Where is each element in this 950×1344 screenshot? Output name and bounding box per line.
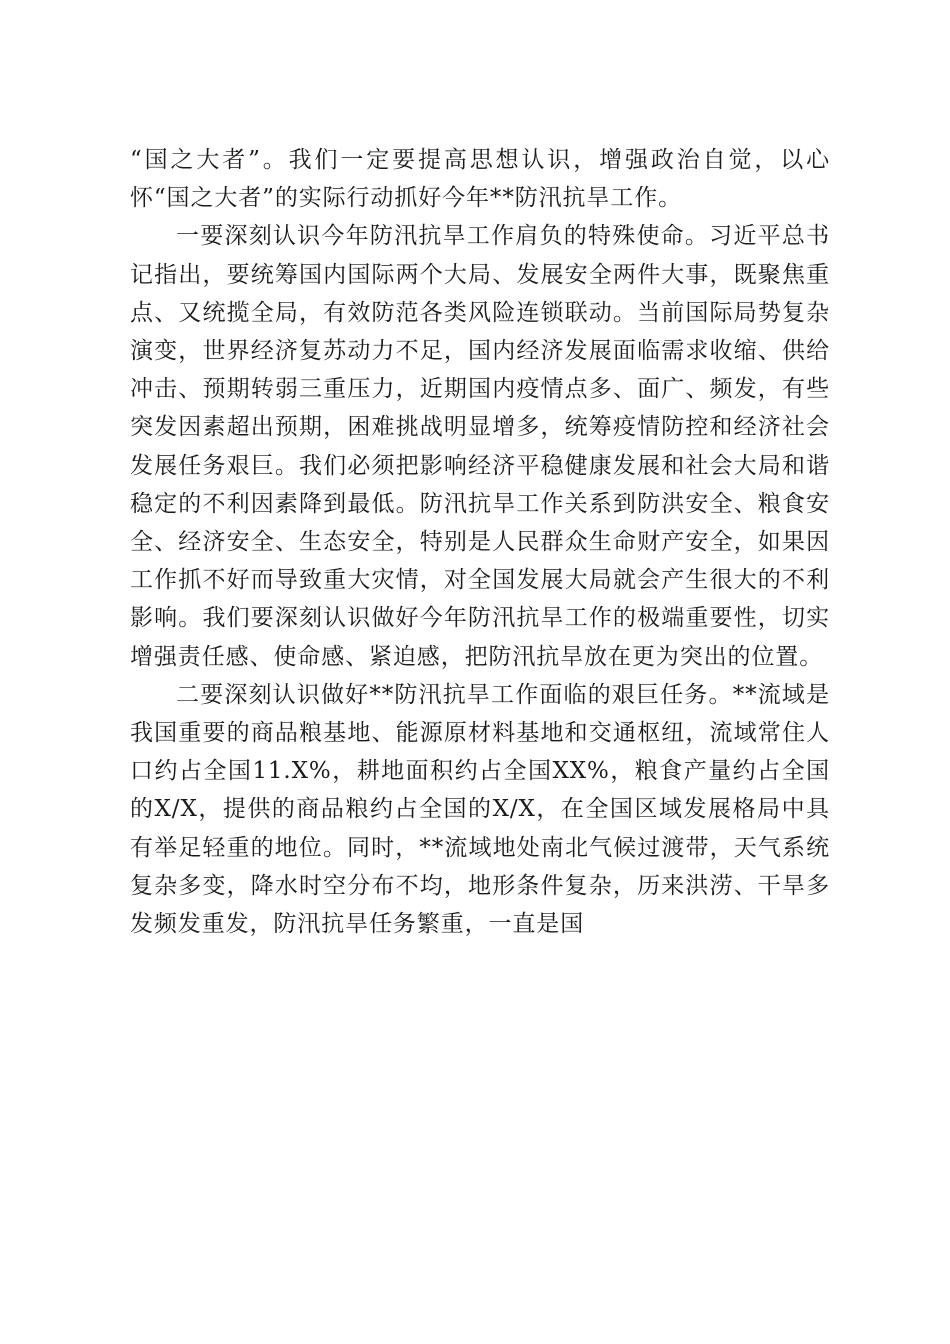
paragraph-special-mission: 一要深刻认识今年防汛抗旱工作肩负的特殊使命。习近平总书记指出，要统筹国内国际两个大局、发展安全两件大事，既聚焦重点、又统揽全局，有效防范各类风险连锁联动。当前国际局势复杂演变，世界经济复苏动力不足，国内经济发展面临需求收缩、供给冲击、预期转弱三重压力，近期国内疫情点多、面广、频发，有些突发因素超出预期，困难挑战明显增多，统筹疫情防控和经济社会发展任务艰巨。我们必须把影响经济平稳健康发展和社会大局和谐稳定的不利因素降到最低。防汛抗旱工作关系到防洪安全、粮食安全、经济安全、生态安全，特别是人民群众生命财产安全，如果因工作抓不好而导致重大灾情，对全国发展大局就会产生很大的不利影响。我们要深刻认识做好今年防汛抗旱工作的极端重要性，切实增强责任感、使命感、紧迫感，把防汛抗旱放在更为突出的位置。	[130, 223, 830, 670]
paragraph-arduous-tasks: 二要深刻认识做好**防汛抗旱工作面临的艰巨任务。**流域是我国重要的商品粮基地、能源原材料基地和交通枢纽，流域常住人口约占全国11.X%，耕地面积约占全国XX%，粮食产量约占全国的X/X，提供的商品粮约占全国的X/X，在全国区域发展格局中具有举足轻重的地位。同时，**流域地处南北气候过渡带，天气系统复杂多变，降水时空分布不均，地形条件复杂，历来洪涝、干旱多发频发重发，防汛抗旱任务繁重，一直是国	[130, 681, 830, 938]
document-body	[130, 141, 830, 943]
paragraph-continuation: “国之大者”。我们一定要提高思想认识，增强政治自觉，以心怀“国之大者”的实际行动抓好今年**防汛抗旱工作。	[130, 147, 830, 212]
